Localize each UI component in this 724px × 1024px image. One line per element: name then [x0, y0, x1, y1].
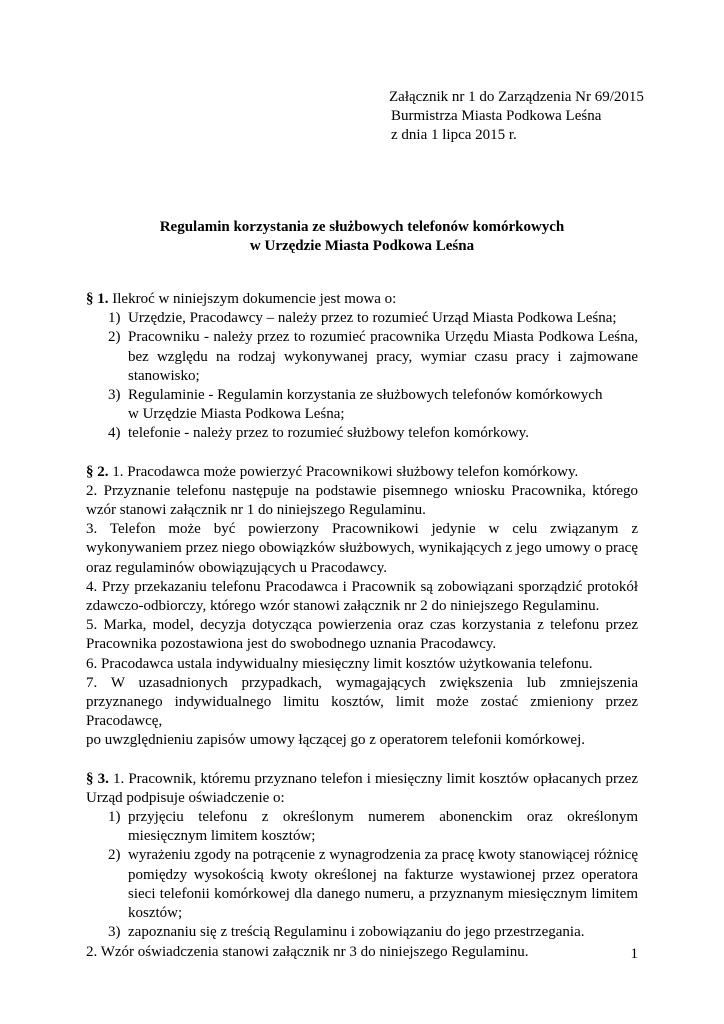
section-2-p5: 5. Marka, model, decyzja dotycząca powierzenia oraz czas korzystania z telefonu przez Pracownika pozostawiona jest do swobodnego uznania Pracodawcy. — [86, 617, 638, 653]
section-2-p6: 6. Pracodawca ustala indywidualny miesięczny limit kosztów użytkowania telefonu. — [86, 655, 593, 672]
title-line-1: Regulamin korzystania ze służbowych telefonów komórkowych — [159, 219, 565, 235]
section-2-p7: 7. W uzasadnionych przypadkach, wymagających zwiększenia lub zmniejszenia przyznanego indywidualnego limitu kosztów, limit może zostać zmieniony przez Pracodawcę, — [86, 674, 638, 730]
list-number: 1) — [108, 809, 121, 826]
section-3-intro-text: 1. Pracownik, któremu przyznano telefon i miesięczny limit kosztów opłacanych przez Urząd podpisuje oświadczenie o: — [86, 770, 639, 806]
list-item — [86, 309, 638, 328]
header-line-1: Załącznik nr 1 do Zarządzenia Nr 69/2015 — [389, 89, 644, 105]
title-line-2: w Urzędzie Miasta Podkowa Leśna — [249, 238, 475, 255]
section-2 — [86, 463, 638, 751]
header-line-3: z dnia 1 lipca 2015 r. — [391, 127, 517, 144]
header-line-2: Burmistrza Miasta Podkowa Leśna — [391, 108, 602, 125]
list-text: zapoznaniu się z treścią Regulaminu i zobowiązaniu do jego przestrzegania. — [128, 924, 585, 941]
list-text: przyjęciu telefonu z określonym numerem abonenckim oraz określonym miesięcznym limitem kosztów; — [128, 809, 638, 845]
section-1-intro-text: Ilekroć w niniejszym dokumencie jest mowa o: — [112, 291, 397, 307]
list-item — [86, 923, 638, 942]
list-text: Urzędzie, Pracodawcy – należy przez to rozumieć Urząd Miasta Podkowa Leśna; — [128, 310, 617, 327]
section-3-intro — [86, 770, 638, 808]
section-mark: § 3. — [86, 770, 109, 787]
section-3 — [86, 770, 638, 962]
list-number: 3) — [108, 387, 121, 404]
section-2-p1 — [86, 463, 638, 482]
section-2-p1-text: 1. Pracodawca może powierzyć Pracownikowi służbowy telefon komórkowy. — [112, 463, 579, 480]
list-item — [86, 808, 638, 846]
list-number: 4) — [108, 425, 121, 442]
list-text: Regulaminie - Regulamin korzystania ze służbowych telefonów komórkowych — [128, 387, 603, 404]
list-number: 2) — [108, 847, 121, 864]
section-mark: § 2. — [86, 463, 109, 480]
list-item — [86, 424, 638, 443]
list-number: 3) — [108, 924, 121, 941]
list-text: wyrażeniu zgody na potrącenie z wynagrodzenia za pracę kwoty stanowiącej różnicę pomiędzy wysokością kwoty określonej na fakturze wystawionej przez operatora sieci telefonii komórkowej dla danego numeru, a przyznanym miesięcznym limitem kosztów; — [128, 847, 638, 922]
list-text: telefonie - należy przez to rozumieć służbowy telefon komórkowy. — [128, 425, 529, 442]
list-item — [86, 846, 638, 923]
section-mark: § 1. — [86, 291, 109, 307]
list-item — [86, 328, 638, 386]
section-1 — [86, 290, 638, 444]
list-number: 2) — [108, 329, 121, 346]
list-item — [86, 386, 638, 424]
section-2-p4: 4. Przy przekazaniu telefonu Pracodawca i Pracownik są zobowiązani sporządzić protokół zdawczo-odbiorczy, którego wzór stanowi załącznik nr 2 do niniejszego Regulaminu. — [86, 578, 638, 615]
list-text: Pracowniku - należy przez to rozumieć pracownika Urzędu Miasta Podkowa Leśna, bez względu na rodzaj wykonywanej pracy, wymiar czasu pracy i zajmowane stanowisko; — [128, 329, 638, 384]
section-2-p3: 3. Telefon może być powierzony Pracownikowi jedynie w celu związanym z wykonywaniem przez niego obowiązków służbowych, wynikających z jego umowy o pracę oraz regulaminów obowiązujących u Pracodawcy. — [86, 521, 638, 576]
document-title — [86, 218, 638, 256]
section-3-p2: 2. Wzór oświadczenia stanowi załącznik nr 3 do niniejszego Regulaminu. — [86, 943, 529, 960]
page-number: 1 — [630, 946, 638, 962]
document-body — [86, 290, 638, 981]
section-2-p7-continued: po uwzględnieniu zapisów umowy łączącej go z operatorem telefonii komórkowej. — [86, 732, 585, 749]
list-text-continued: w Urzędzie Miasta Podkowa Leśna; — [128, 406, 345, 423]
list-number: 1) — [108, 310, 121, 327]
section-2-p2: 2. Przyznanie telefonu następuje na podstawie pisemnego wniosku Pracownika, którego wzór stanowi załącznik nr 1 do niniejszego Regulaminu. — [86, 482, 638, 519]
attachment-header — [389, 88, 669, 146]
section-1-intro — [86, 290, 638, 309]
